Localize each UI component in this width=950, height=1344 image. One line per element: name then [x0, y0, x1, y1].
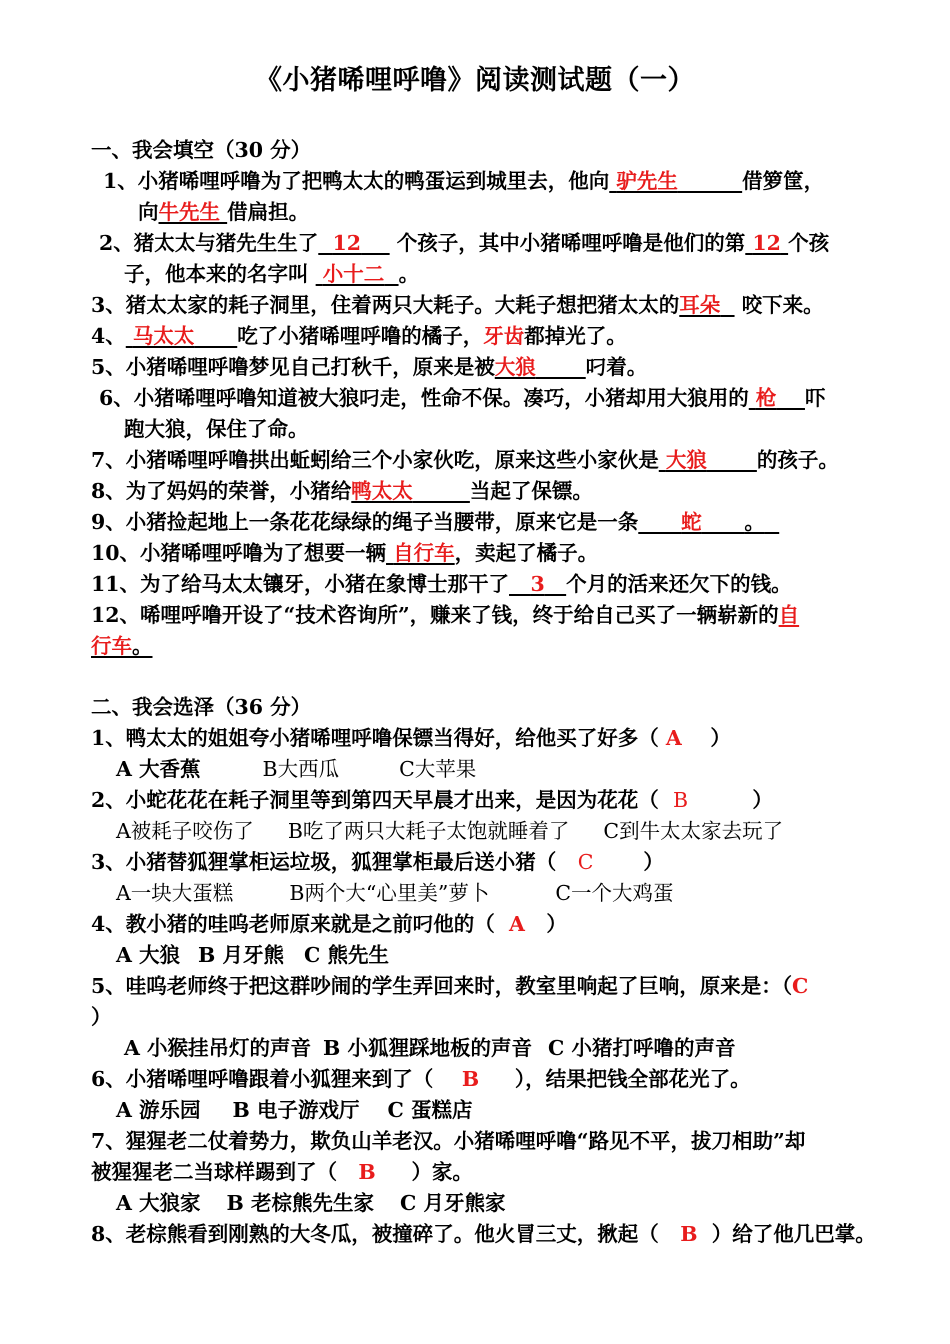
- q8-text-c: 当起了保镖。: [469, 479, 593, 503]
- c7-end: ）家。: [411, 1160, 473, 1184]
- c4-option-a: A 大狼: [116, 943, 181, 967]
- c6-end: ），结果把钱全部花光了。: [514, 1067, 751, 1091]
- c7-question-2: 被猩猩老二当球样踢到了（: [91, 1160, 337, 1184]
- q3-text-c: 咬下来。: [741, 293, 824, 317]
- choice-question-1: [91, 723, 731, 753]
- c1-question: 1、鸭太太的姐姐夸小猪唏哩呼噜保镖当得好，给他买了好多（: [91, 726, 659, 750]
- q11-text-c: 个月的活来还欠下的钱。: [566, 572, 792, 596]
- q6-text-c: 吓: [804, 386, 826, 410]
- q2-answer-1: 12: [332, 231, 362, 255]
- q1-blank-2: [159, 200, 228, 224]
- q4-text-c: 吃了小猪唏哩呼噜的橘子，: [237, 324, 484, 348]
- q11-answer: 3: [530, 572, 545, 596]
- c4-answer: A: [509, 912, 525, 936]
- q1-text-c: 借箩筐，: [742, 169, 825, 193]
- q5-blank: [495, 355, 586, 379]
- c5-option-c: C 小猪打呼噜的声音: [548, 1036, 736, 1060]
- q10-answer: 自行车: [393, 541, 455, 565]
- c2-option-c: C到牛太太家去玩了: [603, 819, 784, 843]
- c2-answer: B: [673, 788, 689, 812]
- q5-text-c: 叼着。: [585, 355, 648, 379]
- q7-blank: [659, 448, 757, 472]
- c1-option-c: C大苹果: [399, 757, 477, 781]
- fill-question-8: [91, 476, 593, 506]
- c4-end: ）: [546, 912, 567, 936]
- c3-option-b: B两个大“心里美”萝卜: [289, 881, 490, 905]
- c2-option-b: B吃了两只大耗子太饱就睡着了: [287, 819, 570, 843]
- choice-question-3: [91, 847, 664, 877]
- q8-answer: 鸭太太: [351, 479, 413, 503]
- c3-option-a: A一块大蛋糕: [116, 881, 234, 905]
- c2-question: 2、小蛇花花在耗子洞里等到第四天早晨才出来，是因为花花（: [91, 788, 659, 812]
- section2-heading: 二、我会选泽（36 分）: [91, 695, 312, 719]
- fill-question-6: [99, 383, 825, 413]
- q11-text-a: 11、为了给马太太镶牙，小猪在象博士那干了: [91, 572, 510, 596]
- q1-blank-1: [609, 169, 742, 193]
- q4-answer-1: 马太太: [132, 324, 195, 348]
- choice-question-7-cont: [91, 1157, 473, 1187]
- q8-text-a: 8、为了妈妈的荣誉，小猪给: [91, 479, 352, 503]
- choice-question-7-options: [116, 1188, 505, 1218]
- choice-question-5-cont: ）: [91, 1005, 112, 1029]
- q12-answer-part1: 自: [778, 603, 800, 627]
- q2-text-d: 个孩: [788, 231, 830, 255]
- q3-text-a: 3、猪太太家的耗子洞里，住着两只大耗子。大耗子想把猪太太的: [91, 293, 680, 317]
- q2-text-e: 子，他本来的名字叫: [124, 262, 309, 286]
- q1-text-d: 向: [138, 200, 159, 224]
- c6-option-b: B 电子游戏厅: [232, 1098, 360, 1122]
- fill-question-12-cont: [91, 631, 153, 661]
- q3-answer: 耳朵: [679, 293, 721, 317]
- q12-answer-part2: 行车: [91, 634, 132, 658]
- c7-option-c: C 月牙熊家: [400, 1191, 506, 1215]
- choice-question-2-options: [116, 816, 783, 846]
- q9-blank: [638, 510, 779, 534]
- c4-question: 4、教小猪的哇呜老师原来就是之前叼他的（: [91, 912, 495, 936]
- q2-blank-3: [316, 262, 399, 286]
- page-title: 《小猪唏哩呼噜》阅读测试题（一）: [255, 65, 695, 96]
- c5-answer: C: [792, 974, 809, 998]
- fill-question-2-cont: [124, 259, 419, 289]
- q7-text-a: 7、小猪唏哩呼噜拱出蚯蚓给三个小家伙吃，原来这些小家伙是: [91, 448, 659, 472]
- q9-answer: 蛇: [681, 510, 702, 534]
- c4-option-c: C 熊先生: [304, 943, 389, 967]
- c6-answer: B: [461, 1067, 480, 1091]
- choice-question-6: [91, 1064, 751, 1094]
- q6-answer: 枪: [755, 386, 777, 410]
- c1-option-b: B大西瓜: [262, 757, 340, 781]
- c5-question: 5、哇呜老师终于把这群吵闹的学生弄回来时，教室里响起了巨响，原来是：（: [91, 974, 793, 998]
- q2-blank-2: [745, 231, 788, 255]
- q8-blank: [351, 479, 470, 503]
- q2-text-f: 。: [398, 262, 420, 286]
- q9-text-a: 9、小猪捡起地上一条花花绿绿的绳子当腰带，原来它是一条: [91, 510, 639, 534]
- q4-text-d: 都掉光了。: [524, 324, 627, 348]
- c8-end: ）给了他几巴掌。: [711, 1222, 876, 1246]
- c3-question: 3、小猪替狐狸掌柜运垃圾，狐狸掌柜最后送小猪（: [91, 850, 557, 874]
- c4-option-b: B 月牙熊: [198, 943, 285, 967]
- c1-option-a: A 大香蕉: [116, 757, 201, 781]
- choice-question-4: [91, 909, 567, 939]
- c3-option-c: C一个大鸡蛋: [555, 881, 674, 905]
- choice-question-4-options: [116, 940, 389, 970]
- c7-answer: B: [358, 1160, 376, 1184]
- fill-question-7: [91, 445, 839, 475]
- fill-question-5: [91, 352, 647, 382]
- q1-text-a: 1、小猪唏哩呼噜为了把鸭太太的鸭蛋运到城里去，他向: [103, 169, 610, 193]
- c8-question: 8、老棕熊看到刚熟的大冬瓜，被撞碎了。他火冒三丈，揪起（: [91, 1222, 659, 1246]
- q2-answer-2: 12: [752, 231, 781, 255]
- choice-question-3-options: [116, 878, 674, 908]
- q2-text-a: 2、猪太太与猪先生生了: [99, 231, 319, 255]
- c1-answer: A: [665, 726, 682, 750]
- q10-text-c: ，卖起了橘子。: [454, 541, 599, 565]
- fill-question-1-cont: [138, 197, 309, 227]
- q12-text-a: 12、唏哩呼噜开设了“技术咨询所”，赚来了钱，终于给自己买了一辆崭新的: [91, 603, 779, 627]
- q10-blank: [386, 541, 455, 565]
- fill-question-9: [91, 507, 779, 537]
- fill-question-12: [91, 600, 799, 630]
- fill-question-3: [91, 290, 824, 320]
- c3-answer: C: [577, 850, 594, 874]
- c7-option-a: A 大狼家: [116, 1191, 201, 1215]
- choice-question-8: [91, 1219, 876, 1249]
- q2-answer-3: 小十二: [322, 262, 385, 286]
- c3-end: ）: [643, 850, 664, 874]
- choice-question-7: 7、猩猩老二仗着势力，欺负山羊老汉。小猪唏哩呼噜“路见不平，拔刀相助”却: [91, 1129, 806, 1153]
- c5-option-a: A 小猴挂吊灯的声音: [124, 1036, 312, 1060]
- choice-question-6-options: [116, 1095, 472, 1125]
- q5-answer: 大狼: [494, 355, 536, 379]
- q10-text-a: 10、小猪唏哩呼噜为了想要一辆: [91, 541, 387, 565]
- c6-option-a: A 游乐园: [116, 1098, 201, 1122]
- q1-text-e: 借扁担。: [227, 200, 310, 224]
- c2-end: ）: [752, 788, 773, 812]
- q1-answer-1: 驴先生: [616, 169, 678, 193]
- q11-blank: [509, 572, 566, 596]
- q4-text-a: 4、: [91, 324, 126, 348]
- q12-text-c: 。: [132, 634, 153, 658]
- q6-text-a: 6、小猪唏哩呼噜知道被大狼叼走，性命不保。凑巧，小猪却用大狼用的: [99, 386, 749, 410]
- choice-question-1-options: [116, 754, 476, 784]
- q1-answer-2: 牛先生: [158, 200, 220, 224]
- fill-question-4: [91, 321, 627, 351]
- choice-question-2: [91, 785, 773, 815]
- c5-option-b: B 小狐狸踩地板的声音: [323, 1036, 533, 1060]
- c6-question: 6、小猪唏哩呼噜跟着小狐狸来到了（: [91, 1067, 434, 1091]
- c2-option-a: A被耗子咬伤了: [116, 819, 254, 843]
- q6-blank: [749, 386, 805, 410]
- q5-text-a: 5、小猪唏哩呼噜梦见自己打秋千，原来是被: [91, 355, 495, 379]
- fill-question-2: [99, 228, 829, 258]
- c6-option-c: C 蛋糕店: [387, 1098, 473, 1122]
- choice-question-5-options: [124, 1033, 735, 1063]
- c7-option-b: B 老棕熊先生家: [226, 1191, 375, 1215]
- fill-question-1: [103, 166, 824, 196]
- q4-blank-1: [126, 324, 237, 348]
- c8-answer: B: [680, 1222, 698, 1246]
- fill-question-6-cont: 跑大狼，保住了命。: [124, 417, 309, 441]
- q2-text-c: 个孩子，其中小猪唏哩呼噜是他们的第: [396, 231, 746, 255]
- q7-answer: 大狼: [665, 448, 707, 472]
- q4-answer-2: 牙齿: [483, 324, 525, 348]
- q12-blank-cont: [91, 634, 153, 658]
- fill-question-10: [91, 538, 598, 568]
- section1-heading: 一、我会填空（30 分）: [91, 138, 312, 162]
- q3-blank: [679, 293, 734, 317]
- q2-blank-1: [318, 231, 389, 255]
- choice-question-5: [91, 971, 808, 1001]
- fill-question-11: [91, 569, 792, 599]
- q7-text-c: 的孩子。: [756, 448, 839, 472]
- q9-text-c: 。: [744, 510, 765, 534]
- c1-end: ）: [710, 726, 731, 750]
